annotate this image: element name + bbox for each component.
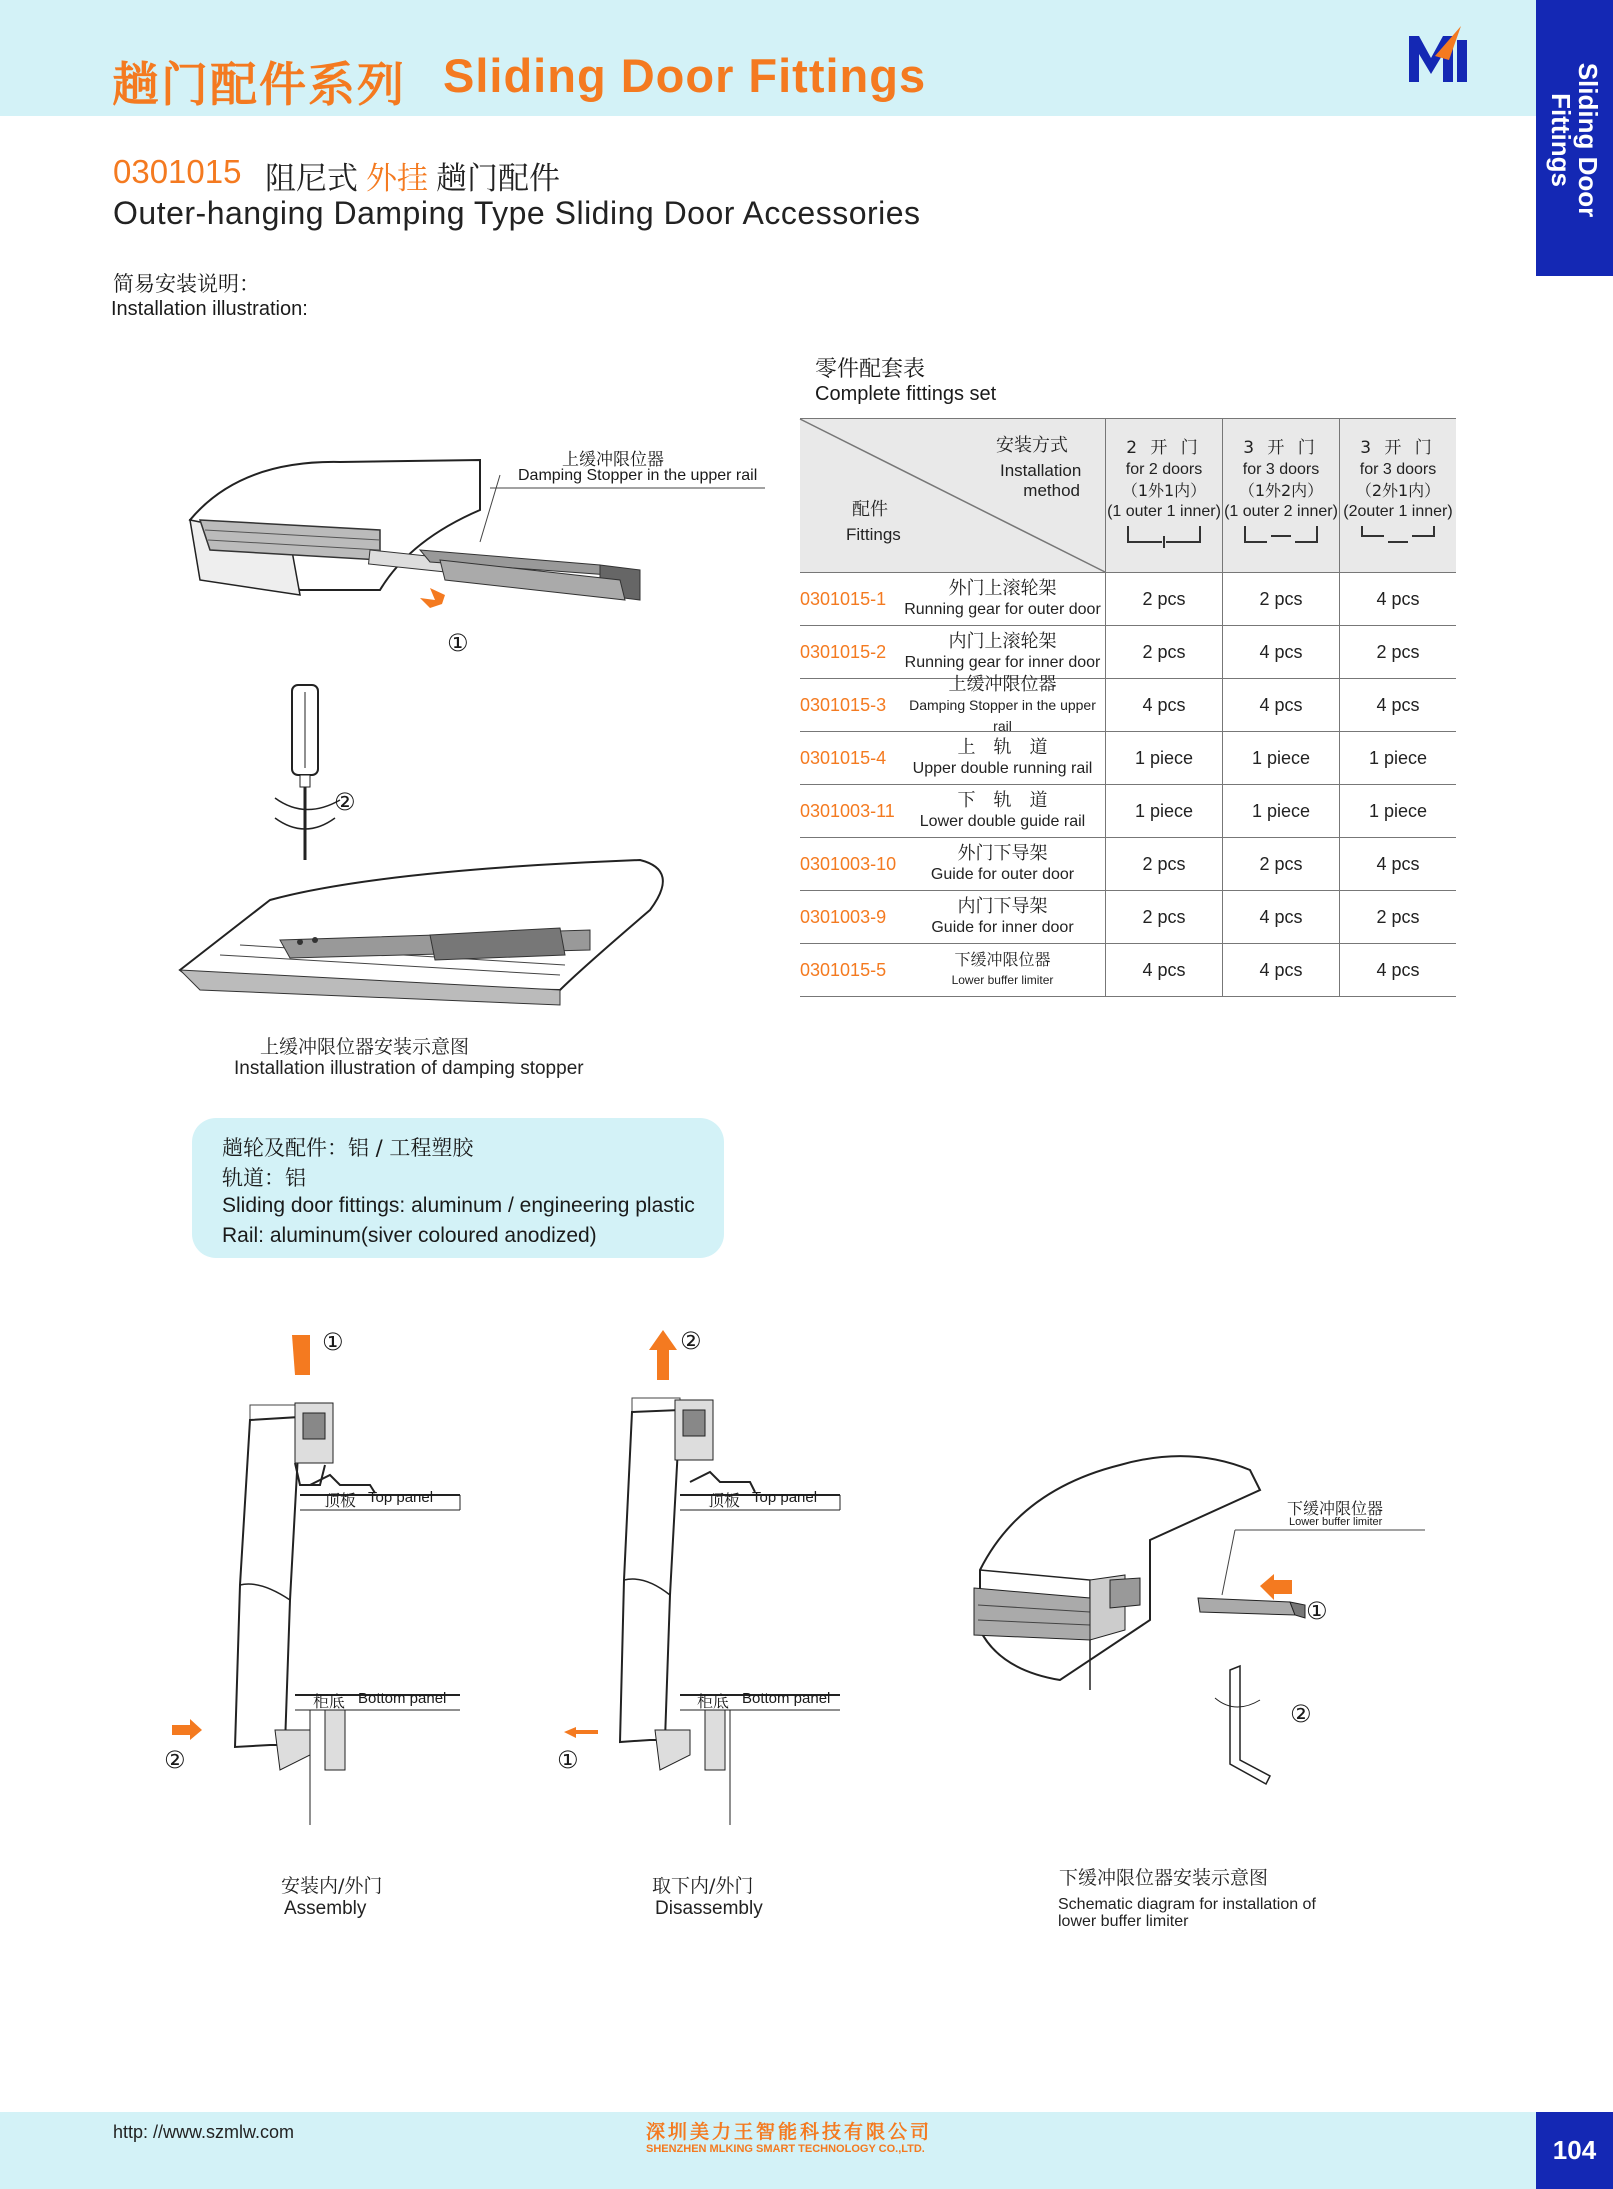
installation-heading-cn: 简易安装说明： — [113, 272, 260, 296]
product-name-cn-3: 趟门配件 — [436, 161, 560, 197]
product-name-cn-2: 外挂 — [366, 161, 428, 197]
table-row: 0301015-4 上 轨 道 Upper double running rail 1 piece 1 piece 1 piece — [800, 732, 1456, 785]
disassembly-step-1: ① — [557, 1747, 579, 1774]
door-layout-icon — [1124, 522, 1204, 548]
fittings-table-title-cn: 零件配套表 — [815, 357, 926, 382]
assembly-caption-cn: 安装内/外门 — [281, 1875, 383, 1897]
damping-stopper-label-en: Damping Stopper in the upper rail — [518, 467, 758, 484]
fittings-table — [800, 418, 1456, 997]
figure1-caption-en: Installation illustration of damping stopper — [234, 1058, 584, 1079]
header-fittings-cn: 配件 — [852, 499, 888, 520]
assembly-step-2: ② — [164, 1747, 186, 1774]
table-row: 0301003-10 外门下导架 Guide for outer door 2 pcs 2 pcs 4 pcs — [800, 838, 1456, 891]
column-header-3: 3 开 门 for 3 doors （2外1内） (2outer 1 inner) — [1340, 419, 1457, 573]
header-corner-cell — [800, 419, 1106, 573]
top-panel-label-cn: 顶板 — [324, 1491, 357, 1510]
bottom-panel-label-en: Bottom panel — [358, 1690, 447, 1707]
step-marker-2: ② — [334, 789, 356, 816]
upper-rail-illustration — [180, 430, 820, 1050]
table-row: 0301015-2 内门上滚轮架 Running gear for inner door 2 pcs 4 pcs 2 pcs — [800, 626, 1456, 679]
top-panel-label-en: Top panel — [368, 1489, 434, 1506]
table-header-row — [800, 419, 1456, 573]
table-row: 0301003-11 下 轨 道 Lower double guide rail 1 piece 1 piece 1 piece — [800, 785, 1456, 838]
bottom-panel-label-cn: 柜底 — [313, 1692, 346, 1711]
header-method-en: Installation method — [1000, 461, 1082, 500]
product-name-en: Outer-hanging Damping Type Sliding Door Accessories — [113, 195, 921, 231]
lower-buffer-caption-en: Schematic diagram for installation of lower buffer limiter — [1058, 1896, 1316, 1930]
step-marker-1: ① — [447, 630, 469, 657]
page-title-cn: 趟门配件系列 — [112, 58, 406, 113]
assembly-step-1: ① — [322, 1329, 344, 1356]
table-row: 0301015-1 外门上滚轮架 Running gear for outer door 2 pcs 2 pcs 4 pcs — [800, 573, 1456, 626]
assembly-illustration — [150, 1325, 480, 1845]
materials-line-4: Rail: aluminum(siver coloured anodized) — [222, 1224, 597, 1247]
top-panel-label-en: Top panel — [752, 1489, 818, 1506]
disassembly-caption-cn: 取下内/外门 — [652, 1875, 754, 1897]
door-layout-icon — [1241, 522, 1321, 548]
page-title-en: Sliding Door Fittings — [443, 49, 927, 102]
top-panel-label-cn: 顶板 — [708, 1491, 741, 1510]
lower-buffer-caption-cn: 下缓冲限位器安装示意图 — [1059, 1867, 1269, 1889]
column-header-2: 3 开 门 for 3 doors （1外2内） (1 outer 2 inner) — [1223, 419, 1340, 573]
column-header-1: 2 开 门 for 2 doors （1外1内） (1 outer 1 inner) — [1106, 419, 1223, 573]
materials-line-1: 趟轮及配件：铝 / 工程塑胶 — [222, 1136, 474, 1160]
lower-buffer-label-en: Lower buffer limiter — [1289, 1516, 1383, 1528]
product-code: 0301015 — [113, 153, 242, 190]
materials-box — [192, 1118, 724, 1258]
materials-line-2: 轨道：铝 — [222, 1166, 306, 1190]
footer-url[interactable]: http: //www.szmlw.com — [113, 2122, 295, 2142]
lower-buffer-step-2: ② — [1290, 1701, 1312, 1728]
door-layout-icon — [1358, 522, 1438, 548]
bottom-panel-label-en: Bottom panel — [742, 1690, 831, 1707]
table-row: 0301003-9 内门下导架 Guide for inner door 2 pcs 4 pcs 2 pcs — [800, 891, 1456, 944]
disassembly-step-2: ② — [680, 1328, 702, 1355]
assembly-caption-en: Assembly — [284, 1898, 367, 1919]
fittings-table-title-en: Complete fittings set — [815, 383, 997, 405]
table-row: 0301015-5 下缓冲限位器 Lower buffer limiter 4 pcs 4 pcs 4 pcs — [800, 944, 1456, 997]
header-fittings-en: Fittings — [846, 525, 901, 544]
bottom-panel-label-cn: 柜底 — [697, 1692, 730, 1711]
product-name-cn-1: 阻尼式 — [265, 161, 358, 197]
lower-buffer-label-cn: 下缓冲限位器 — [1287, 1499, 1384, 1518]
disassembly-caption-en: Disassembly — [655, 1898, 763, 1919]
table-row: 0301015-3 上缓冲限位器 Damping Stopper in the upper rail 4 pcs 4 pcs 4 pcs — [800, 679, 1456, 732]
footer-company-cn: 深圳美力王智能科技有限公司 — [646, 2121, 933, 2143]
header-method-cn: 安装方式 — [996, 435, 1068, 456]
materials-line-3: Sliding door fittings: aluminum / engineering plastic — [222, 1194, 695, 1217]
installation-heading-en: Installation illustration: — [111, 298, 308, 320]
side-tab-label: Sliding Door Fittings — [1546, 62, 1603, 218]
damping-stopper-label-cn: 上缓冲限位器 — [562, 450, 664, 470]
brand-logo — [1405, 22, 1469, 86]
page-number: 104 — [1536, 2112, 1613, 2189]
footer-company-en: SHENZHEN MLKING SMART TECHNOLOGY CO.,LTD. — [646, 2143, 925, 2155]
disassembly-illustration — [540, 1320, 860, 1840]
lower-buffer-step-1: ① — [1306, 1598, 1328, 1625]
figure1-caption-cn: 上缓冲限位器安装示意图 — [260, 1036, 470, 1058]
